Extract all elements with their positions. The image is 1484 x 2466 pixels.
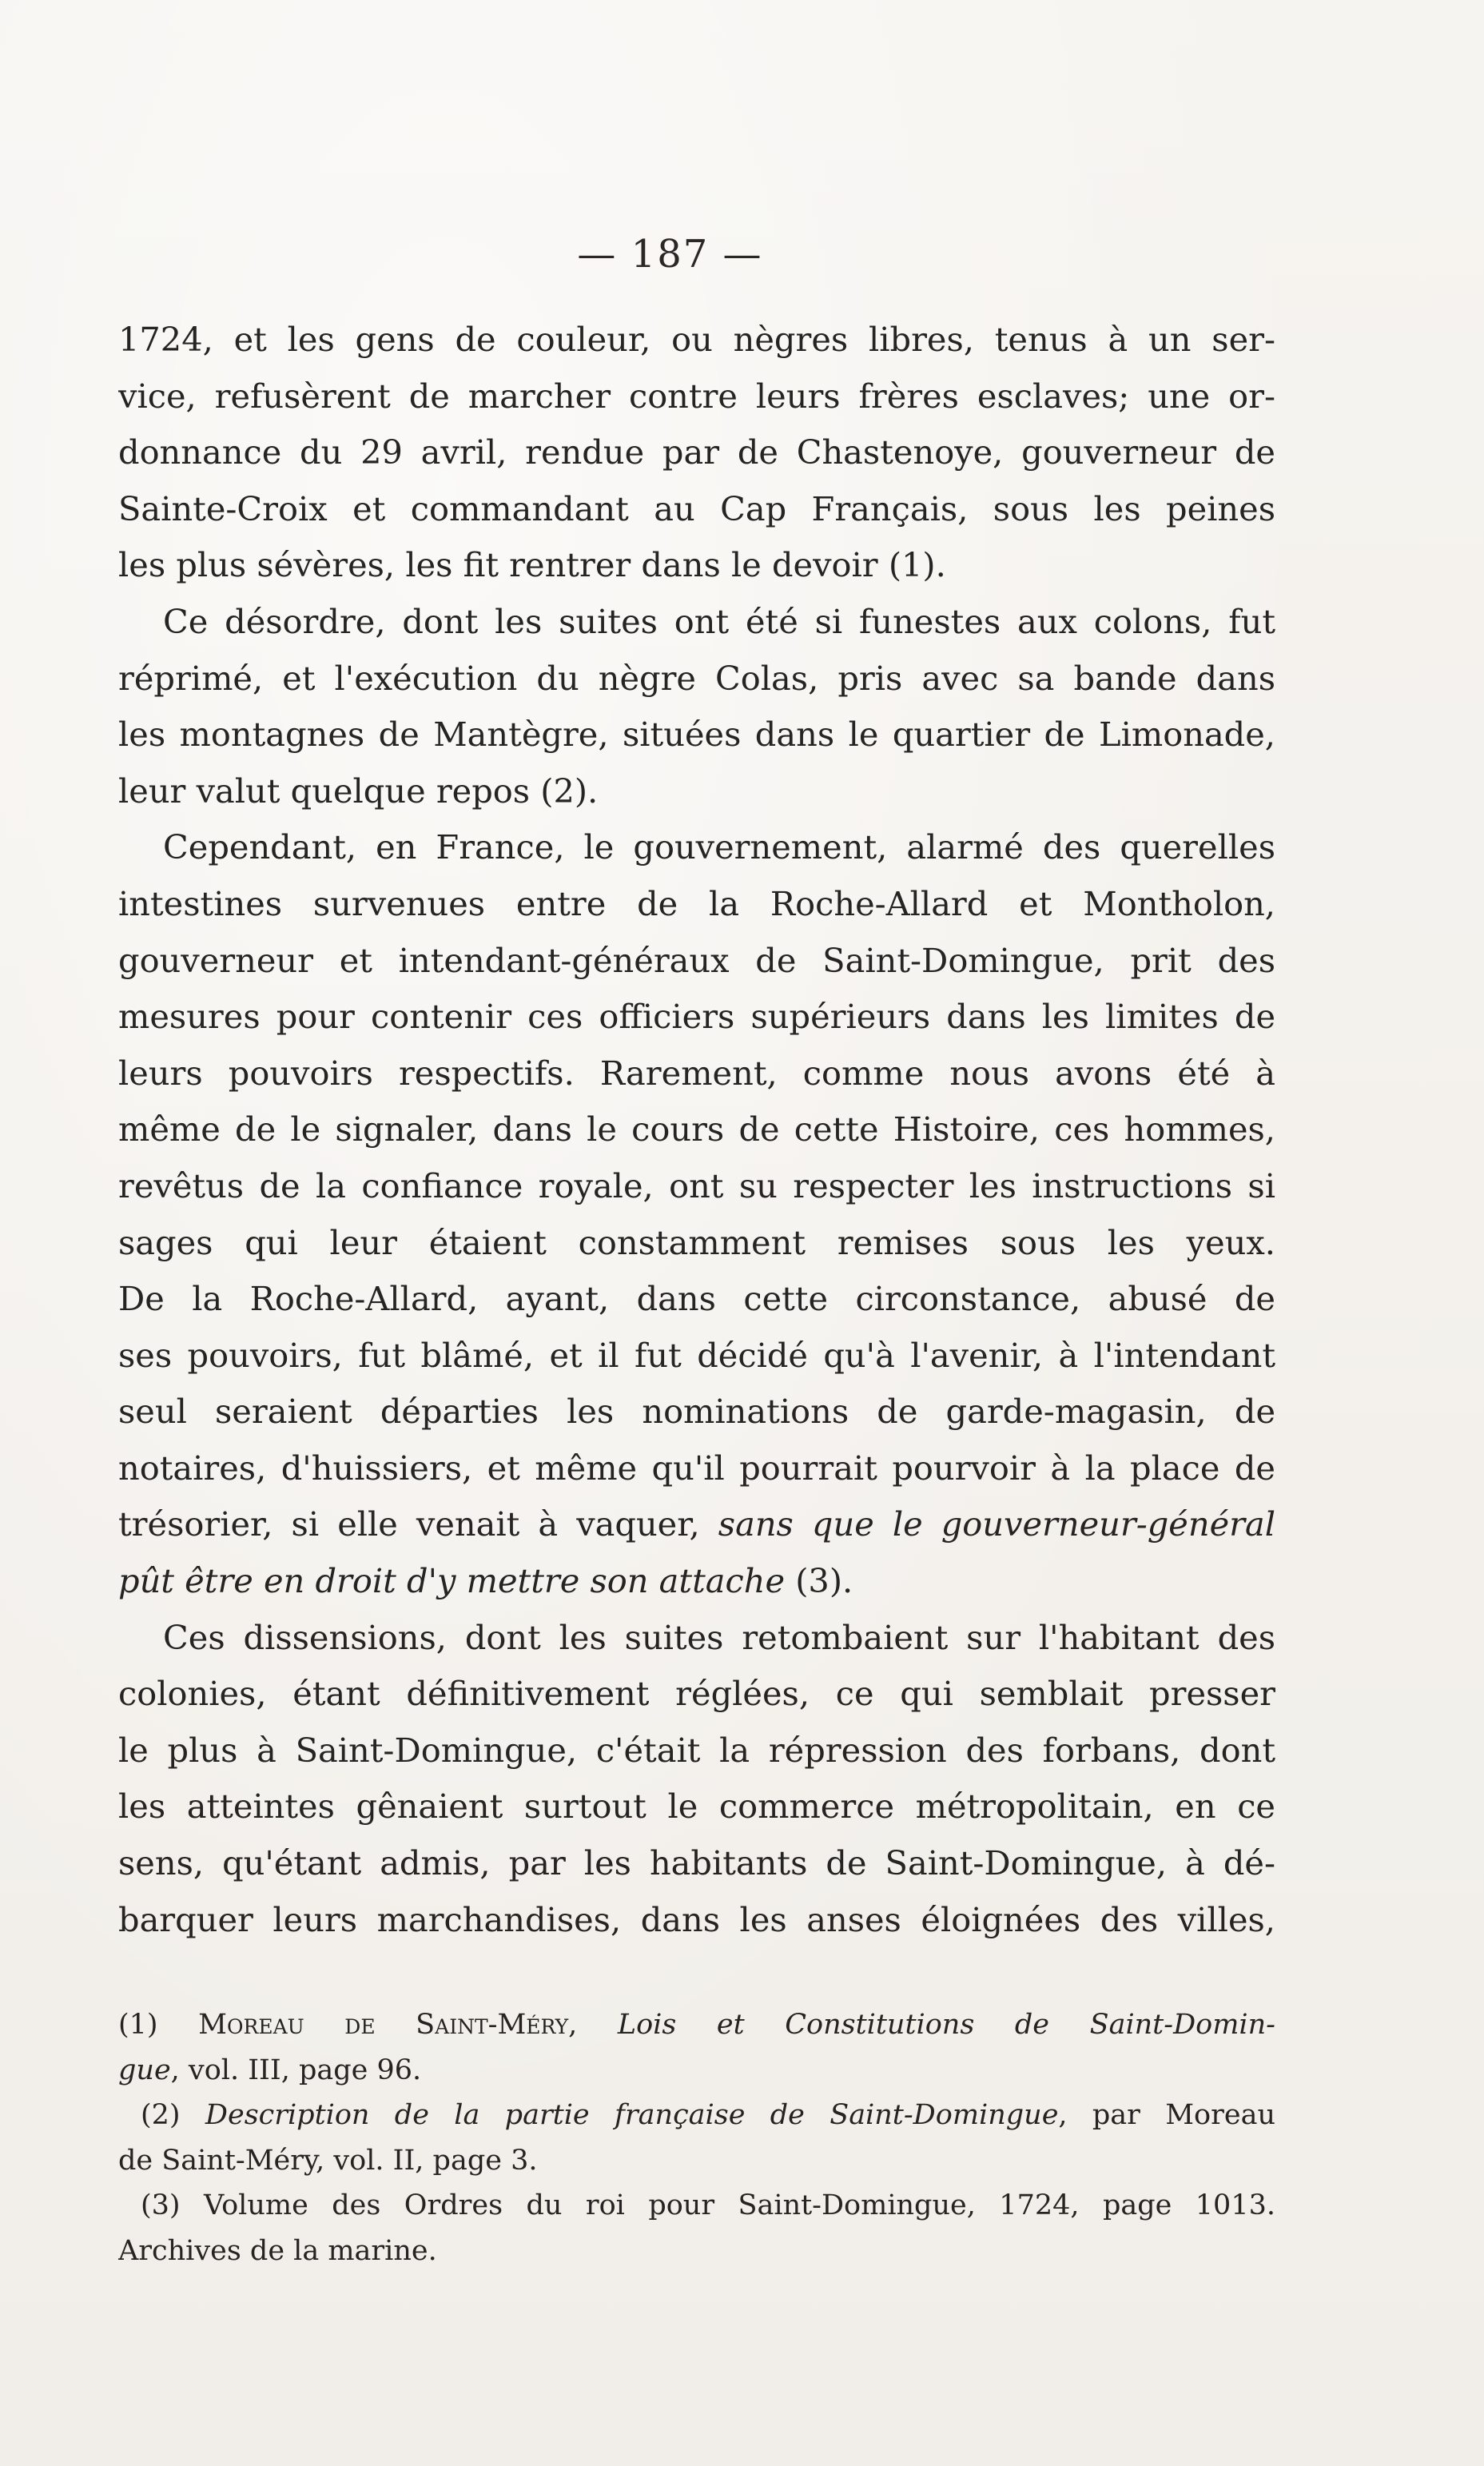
body-line <box>118 594 1275 651</box>
body-line-text: vice, refusèrent de marcher contre leurs frères esclaves; une or- <box>118 376 1275 416</box>
footnote-2-marker: (2) <box>141 2099 181 2131</box>
body-line-text: les montagnes de Mantègre, situées dans le quartier de Limonade, <box>118 715 1275 755</box>
body-line <box>118 1384 1275 1440</box>
body-line-italic: sans que le gouverneur-général <box>718 1504 1275 1544</box>
body-line-text: les atteintes gênaient surtout le commerce métropolitain, en ce <box>118 1787 1275 1827</box>
body-line-text: sens, qu'étant admis, par les habitants de Saint-Domingue, à dé- <box>118 1843 1275 1883</box>
body-line <box>118 1835 1275 1892</box>
body-line-text: Cependant, en France, le gouvernement, alarmé des querelles <box>163 827 1275 867</box>
body-line <box>118 537 1275 594</box>
body-line <box>118 1102 1275 1158</box>
footnote-1-marker: (1) <box>118 2009 158 2041</box>
body-line <box>118 1723 1275 1779</box>
body-line-text: gouverneur et intendant-généraux de Saint-Domingue, prit des <box>118 940 1275 980</box>
footnote-2-title: Description de la partie française de Saint-Domingue <box>205 2099 1059 2131</box>
body-line-text: même de le signaler, dans le cours de cette Histoire, ces hommes, <box>118 1110 1275 1149</box>
body-line <box>118 1892 1275 1949</box>
footnote-2-line-2: de Saint-Méry, vol. II, page 3. <box>118 2144 538 2177</box>
body-line-text: sages qui leur étaient constamment remises sous les yeux. <box>118 1222 1275 1262</box>
body-line <box>118 1440 1275 1497</box>
body-line-text: De la Roche-Allard, ayant, dans cette circonstance, abusé de <box>118 1279 1275 1319</box>
body-line <box>118 312 1275 369</box>
footnote-1-title: Lois et Constitutions de Saint-Domin- <box>617 2009 1275 2041</box>
body-line-text: intestines survenues entre de la Roche-Allard et Montholon, <box>118 883 1275 923</box>
body-line <box>118 1610 1275 1667</box>
body-line <box>118 651 1275 707</box>
body-line <box>118 819 1275 876</box>
body-line-text: Ce désordre, dont les suites ont été si funestes aux colons, fut <box>163 601 1275 641</box>
body-line-text: réprimé, et l'exécution du nègre Colas, pris avec sa bande dans <box>118 658 1275 698</box>
footnote-1-line-2 <box>118 2048 1275 2094</box>
body-line <box>118 1215 1275 1272</box>
body-text <box>118 312 1275 1948</box>
body-line-text: trésorier, si elle venait à vaquer, <box>118 1504 700 1544</box>
body-line <box>118 933 1275 990</box>
page-number: — 187 — <box>577 232 763 277</box>
body-line <box>118 989 1275 1046</box>
footnote-1-reference: , vol. III, page 96. <box>170 2054 422 2086</box>
footnote-1-line-1 <box>118 2002 1275 2048</box>
footnote-2-line-1 <box>118 2093 1275 2138</box>
body-line-text: ses pouvoirs, fut blâmé, et il fut décidé qu'à l'avenir, à l'intendant <box>118 1335 1275 1375</box>
body-line <box>118 1666 1275 1723</box>
body-line <box>118 763 1275 820</box>
body-line <box>118 424 1275 481</box>
footnote-1-title-end: gue <box>118 2054 171 2086</box>
body-line <box>118 876 1275 933</box>
body-line-text: (3). <box>785 1561 853 1601</box>
body-line <box>118 1496 1275 1553</box>
footnote-3-line-2: Archives de la marine. <box>118 2234 437 2267</box>
body-line <box>118 1328 1275 1384</box>
body-line <box>118 1779 1275 1835</box>
body-line-text: notaires, d'huissiers, et même qu'il pourrait pourvoir à la place de <box>118 1448 1275 1488</box>
body-line-text: 1724, et les gens de couleur, ou nègres libres, tenus à un ser- <box>118 320 1275 359</box>
body-line-text: leur valut quelque repos (2). <box>118 771 599 811</box>
body-line-text: Sainte-Croix et commandant au Cap Français, sous les peines <box>118 488 1275 528</box>
body-line-text: Ces dissensions, dont les suites retombaient sur l'habitant des <box>163 1617 1275 1657</box>
body-line-italic: pût être en droit d'y mettre son attache <box>118 1561 786 1601</box>
footnote-1-author: Moreau de Saint-Méry <box>198 2009 569 2041</box>
body-line <box>118 1553 1275 1610</box>
body-line-text: revêtus de la confiance royale, ont su respecter les instructions si <box>118 1165 1275 1205</box>
body-line <box>118 1271 1275 1328</box>
body-line-text: mesures pour contenir ces officiers supérieurs dans les limites de <box>118 997 1275 1037</box>
body-line <box>118 369 1275 425</box>
footnotes <box>118 2002 1275 2273</box>
body-line-text: barquer leurs marchandises, dans les anses éloignées des villes, <box>118 1899 1275 1939</box>
body-line <box>118 1046 1275 1102</box>
footnote-2-author: , par Moreau <box>1058 2099 1275 2131</box>
body-line <box>118 481 1275 538</box>
footnote-1-separator: , <box>568 2009 618 2041</box>
body-line-text: donnance du 29 avril, rendue par de Chastenoye, gouverneur de <box>118 432 1275 472</box>
body-line-text: seul seraient départies les nominations de garde-magasin, de <box>118 1392 1275 1432</box>
body-line <box>118 707 1275 763</box>
body-line-text: le plus à Saint-Domingue, c'était la répression des forbans, dont <box>118 1730 1275 1770</box>
footnote-3-line-1: (3) Volume des Ordres du roi pour Saint-Domingue, 1724, page 1013. <box>141 2189 1275 2221</box>
body-line <box>118 1158 1275 1215</box>
body-line-text: colonies, étant définitivement réglées, ce qui semblait presser <box>118 1674 1275 1714</box>
body-line-text: leurs pouvoirs respectifs. Rarement, comme nous avons été à <box>118 1053 1275 1093</box>
body-line-text: les plus sévères, les fit rentrer dans le devoir (1). <box>118 545 946 585</box>
